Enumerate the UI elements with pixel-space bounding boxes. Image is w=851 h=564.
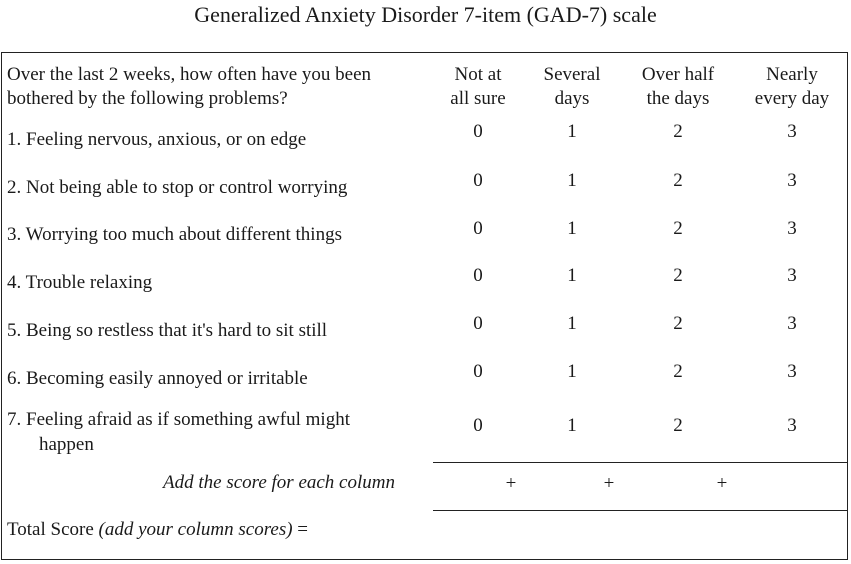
item-4-score-0: 0 bbox=[473, 265, 483, 286]
col-header-over-half-1: Over half bbox=[641, 64, 715, 85]
item-3-score-3: 3 bbox=[787, 218, 797, 239]
col-header-nearly-every-day-1: Nearly bbox=[766, 64, 818, 85]
item-6-text: 6. Becoming easily annoyed or irritable bbox=[7, 368, 308, 389]
item-7-score-1: 1 bbox=[567, 415, 577, 436]
item-1-score-0: 0 bbox=[473, 121, 483, 142]
item-5-score-3: 3 bbox=[787, 313, 797, 334]
item-2-score-2: 2 bbox=[673, 170, 683, 191]
item-7-score-2: 2 bbox=[673, 415, 683, 436]
item-1-score-3: 3 bbox=[787, 121, 797, 142]
item-5-score-0: 0 bbox=[473, 313, 483, 334]
col-header-over-half-2: the days bbox=[646, 88, 710, 109]
item-5-text: 5. Being so restless that it's hard to sit still bbox=[7, 320, 328, 341]
item-2-score-1: 1 bbox=[567, 170, 577, 191]
total-score-hint: (add your column scores) bbox=[98, 519, 293, 540]
question-header-line1: Over the last 2 weeks, how often have you been bbox=[7, 64, 372, 85]
col-header-not-at-all-2: all sure bbox=[450, 88, 506, 109]
item-7-text-continued: happen bbox=[39, 434, 94, 455]
item-2-score-3: 3 bbox=[787, 170, 797, 191]
total-score-equals: = bbox=[292, 519, 309, 540]
item-4-score-1: 1 bbox=[567, 265, 577, 286]
item-3-score-1: 1 bbox=[567, 218, 577, 239]
item-5-score-1: 1 bbox=[567, 313, 577, 334]
col-header-several-days-1: Several bbox=[543, 64, 601, 85]
total-score-text: Total Score bbox=[7, 519, 99, 540]
item-7-score-3: 3 bbox=[787, 415, 797, 436]
item-6-score-3: 3 bbox=[787, 361, 797, 382]
add-score-label: Add the score for each column bbox=[163, 472, 395, 493]
question-header-line2: bothered by the following problems? bbox=[7, 88, 288, 109]
plus-sign-1: + bbox=[505, 473, 517, 494]
col-header-not-at-all-1: Not at bbox=[454, 64, 502, 85]
item-2-score-0: 0 bbox=[473, 170, 483, 191]
total-score-label bbox=[7, 518, 308, 542]
item-1-score-1: 1 bbox=[567, 121, 577, 142]
plus-sign-2: + bbox=[603, 473, 615, 494]
item-1-text: 1. Feeling nervous, anxious, or on edge bbox=[7, 129, 307, 150]
score-divider-top bbox=[433, 462, 848, 463]
score-divider-bottom bbox=[433, 510, 848, 511]
item-6-score-1: 1 bbox=[567, 361, 577, 382]
item-7-score-0: 0 bbox=[473, 415, 483, 436]
item-3-score-0: 0 bbox=[473, 218, 483, 239]
item-1-score-2: 2 bbox=[673, 121, 683, 142]
item-7-text: 7. Feeling afraid as if something awful might bbox=[7, 409, 350, 430]
item-4-score-2: 2 bbox=[673, 265, 683, 286]
item-3-score-2: 2 bbox=[673, 218, 683, 239]
item-2-text: 2. Not being able to stop or control worrying bbox=[7, 177, 348, 198]
item-4-text: 4. Trouble relaxing bbox=[7, 272, 153, 293]
item-5-score-2: 2 bbox=[673, 313, 683, 334]
item-6-score-0: 0 bbox=[473, 361, 483, 382]
page-title: Generalized Anxiety Disorder 7-item (GAD-7) scale bbox=[194, 2, 657, 27]
col-header-several-days-2: days bbox=[554, 88, 590, 109]
item-3-text: 3. Worrying too much about different things bbox=[7, 224, 342, 245]
col-header-nearly-every-day-2: every day bbox=[754, 88, 830, 109]
plus-sign-3: + bbox=[716, 473, 728, 494]
item-6-score-2: 2 bbox=[673, 361, 683, 382]
item-4-score-3: 3 bbox=[787, 265, 797, 286]
